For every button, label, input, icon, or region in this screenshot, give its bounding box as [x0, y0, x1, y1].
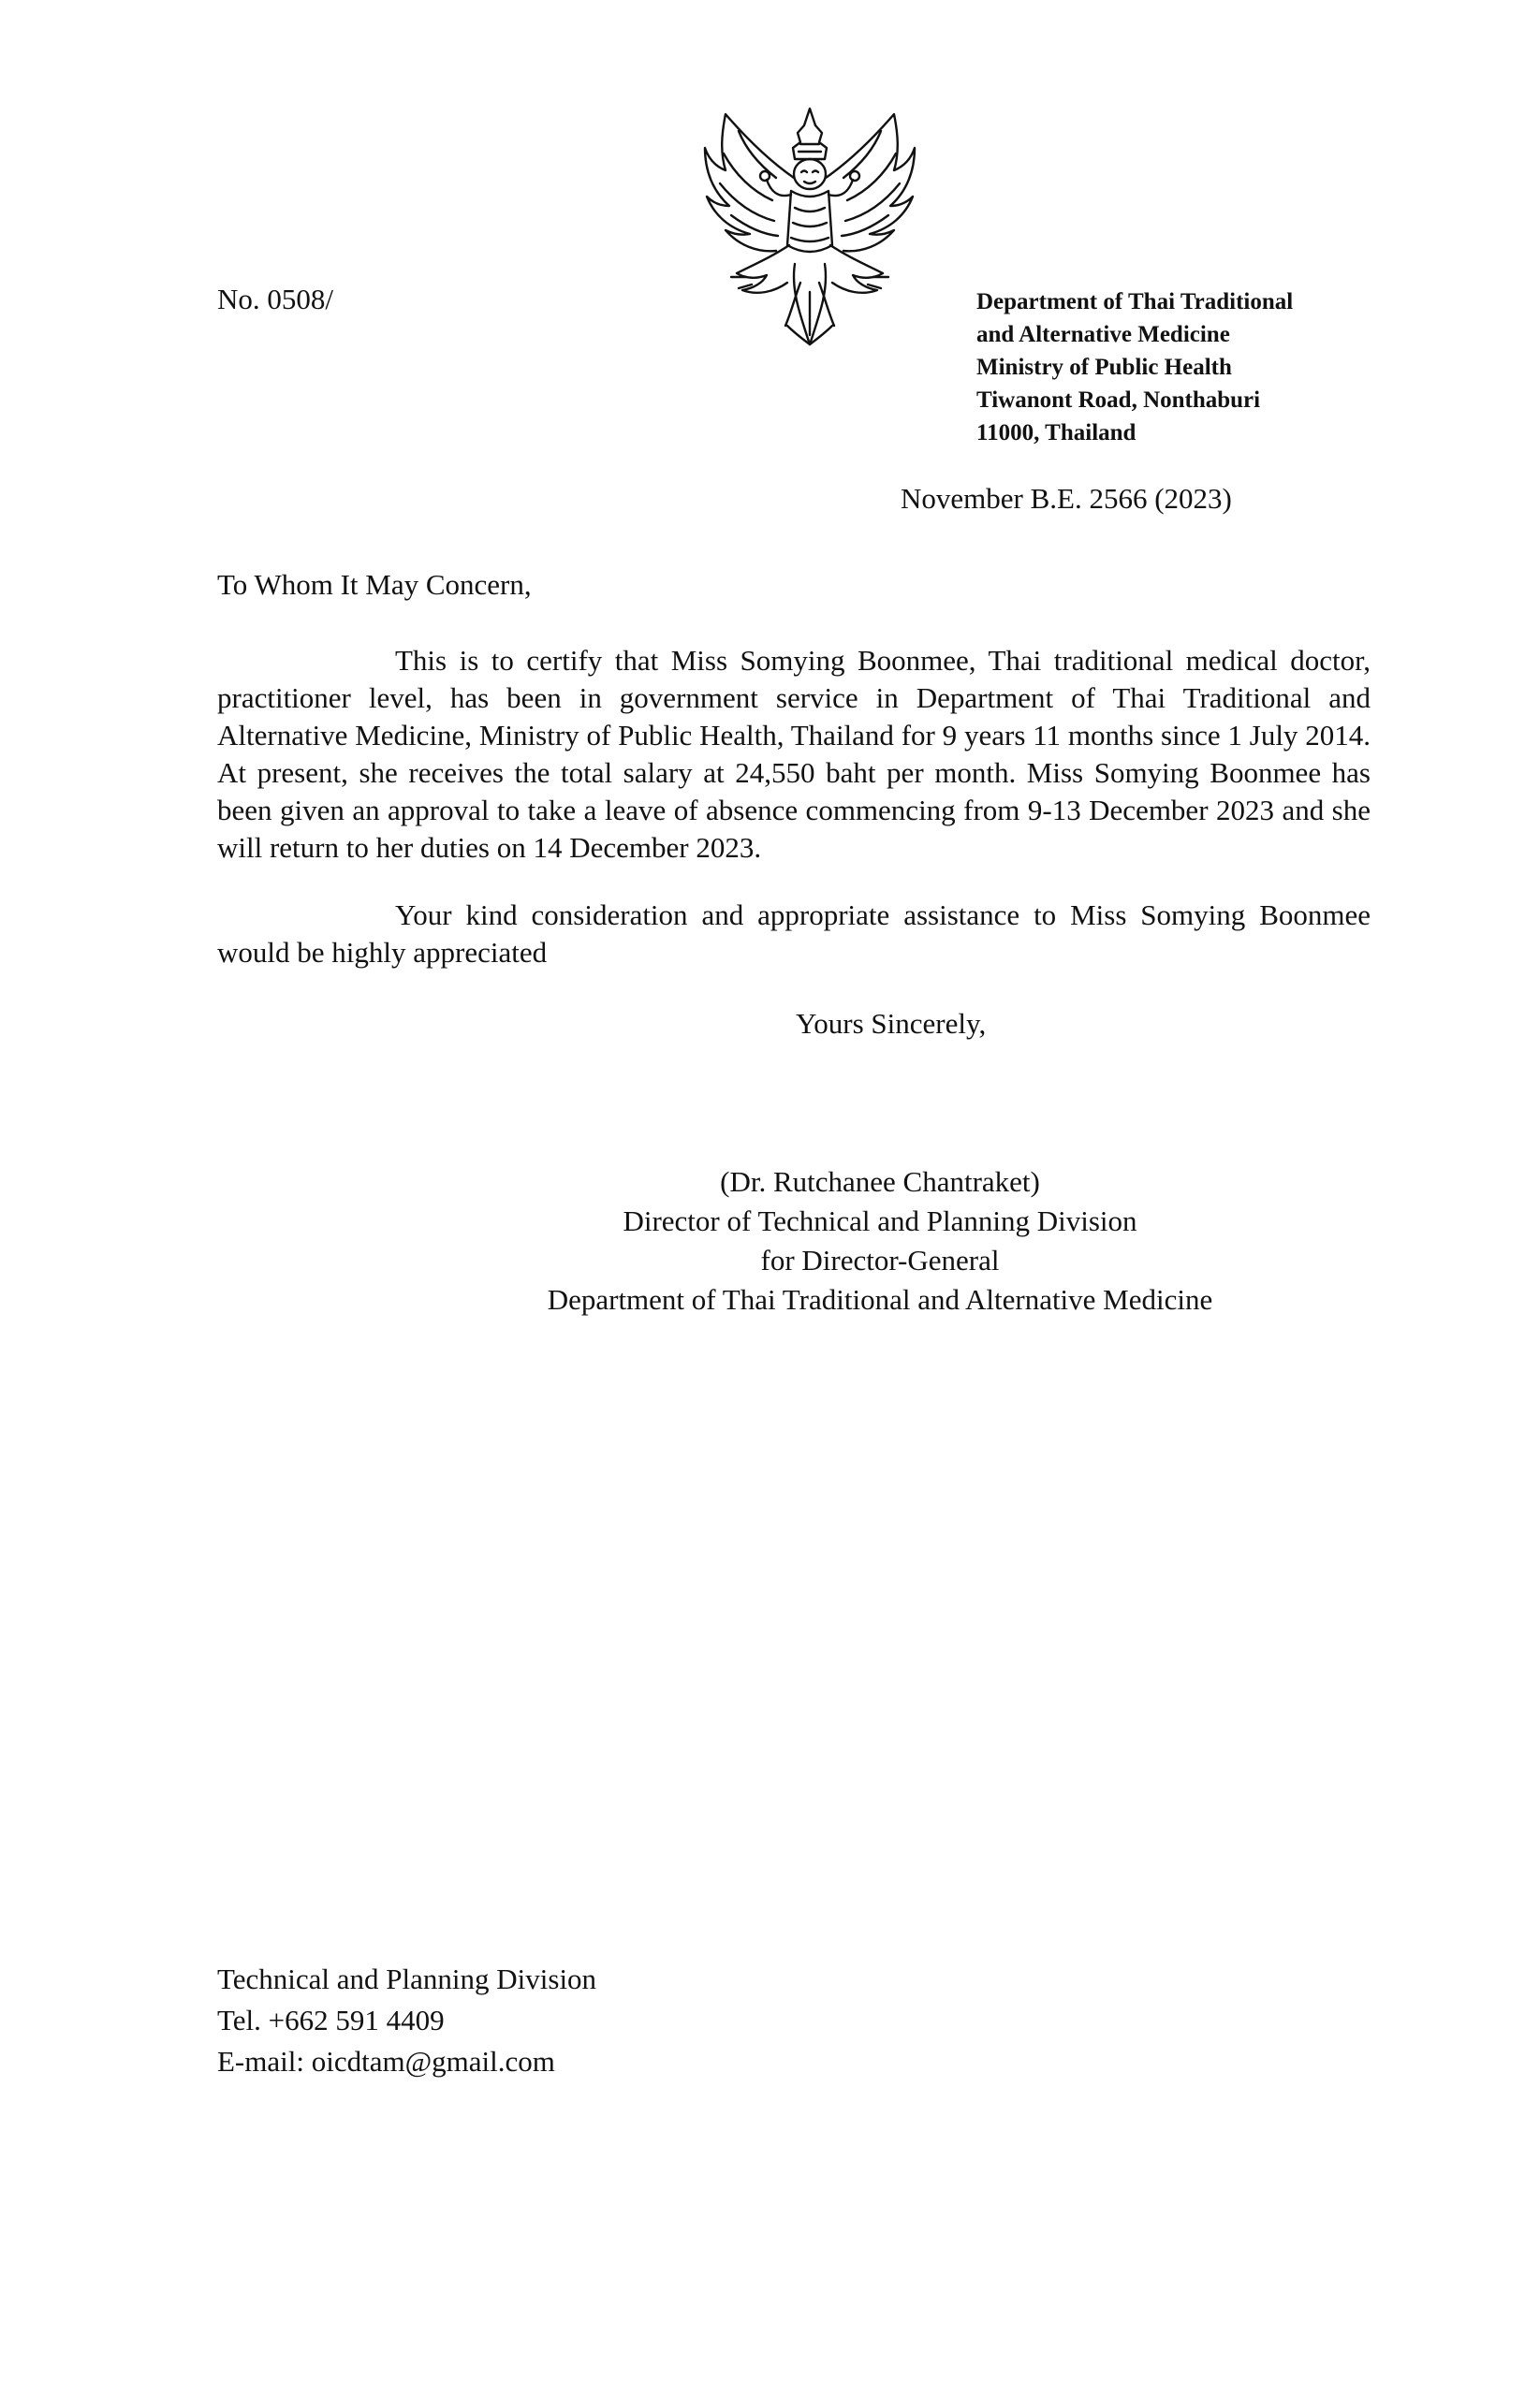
garuda-emblem-icon [697, 105, 922, 350]
footer-tel: Tel. +662 591 4409 [217, 2004, 445, 2036]
address-line: Tiwanont Road, Nonthaburi [976, 387, 1261, 413]
signatory-on-behalf: for Director-General [760, 1244, 1000, 1277]
reference-number: No. 0508/ [217, 283, 333, 315]
signatory-name: (Dr. Rutchanee Chantraket) [720, 1165, 1040, 1198]
address-line: 11000, Thailand [976, 420, 1136, 445]
address-line: and Alternative Medicine [976, 322, 1230, 347]
body-paragraph-certification: This is to certify that Miss Somying Boonmee, Thai traditional medical doctor, practitioner level, has been in government service in Department of Thai Traditional and Alternative Medicine, Ministry of Public Health, Thailand for 9 years 11 months since 1 July 2014. At present, she receives the total salary at 24,550 baht per month. Miss Somying Boonmee has been given an approval to take a leave of absence commencing from 9-13 December 2023 and she will return to her duties on 14 December 2023. [217, 644, 1371, 864]
footer-email: E-mail: oicdtam@gmail.com [217, 2045, 555, 2078]
address-line: Department of Thai Traditional [976, 289, 1294, 314]
sender-address [976, 285, 1293, 449]
signatory-title: Director of Technical and Planning Division [623, 1204, 1137, 1237]
signature-block [506, 1162, 1254, 1320]
letter-date: November B.E. 2566 (2023) [901, 482, 1232, 515]
footer-contact [217, 1959, 596, 2082]
closing: Yours Sincerely, [796, 1007, 987, 1040]
body-paragraph-request: Your kind consideration and appropriate assistance to Miss Somying Boonmee would be highly appreciated [217, 898, 1371, 969]
footer-division: Technical and Planning Division [217, 1963, 597, 1995]
address-line: Ministry of Public Health [976, 355, 1232, 380]
signatory-department: Department of Thai Traditional and Alternative Medicine [547, 1283, 1213, 1316]
salutation: To Whom It May Concern, [217, 568, 532, 601]
